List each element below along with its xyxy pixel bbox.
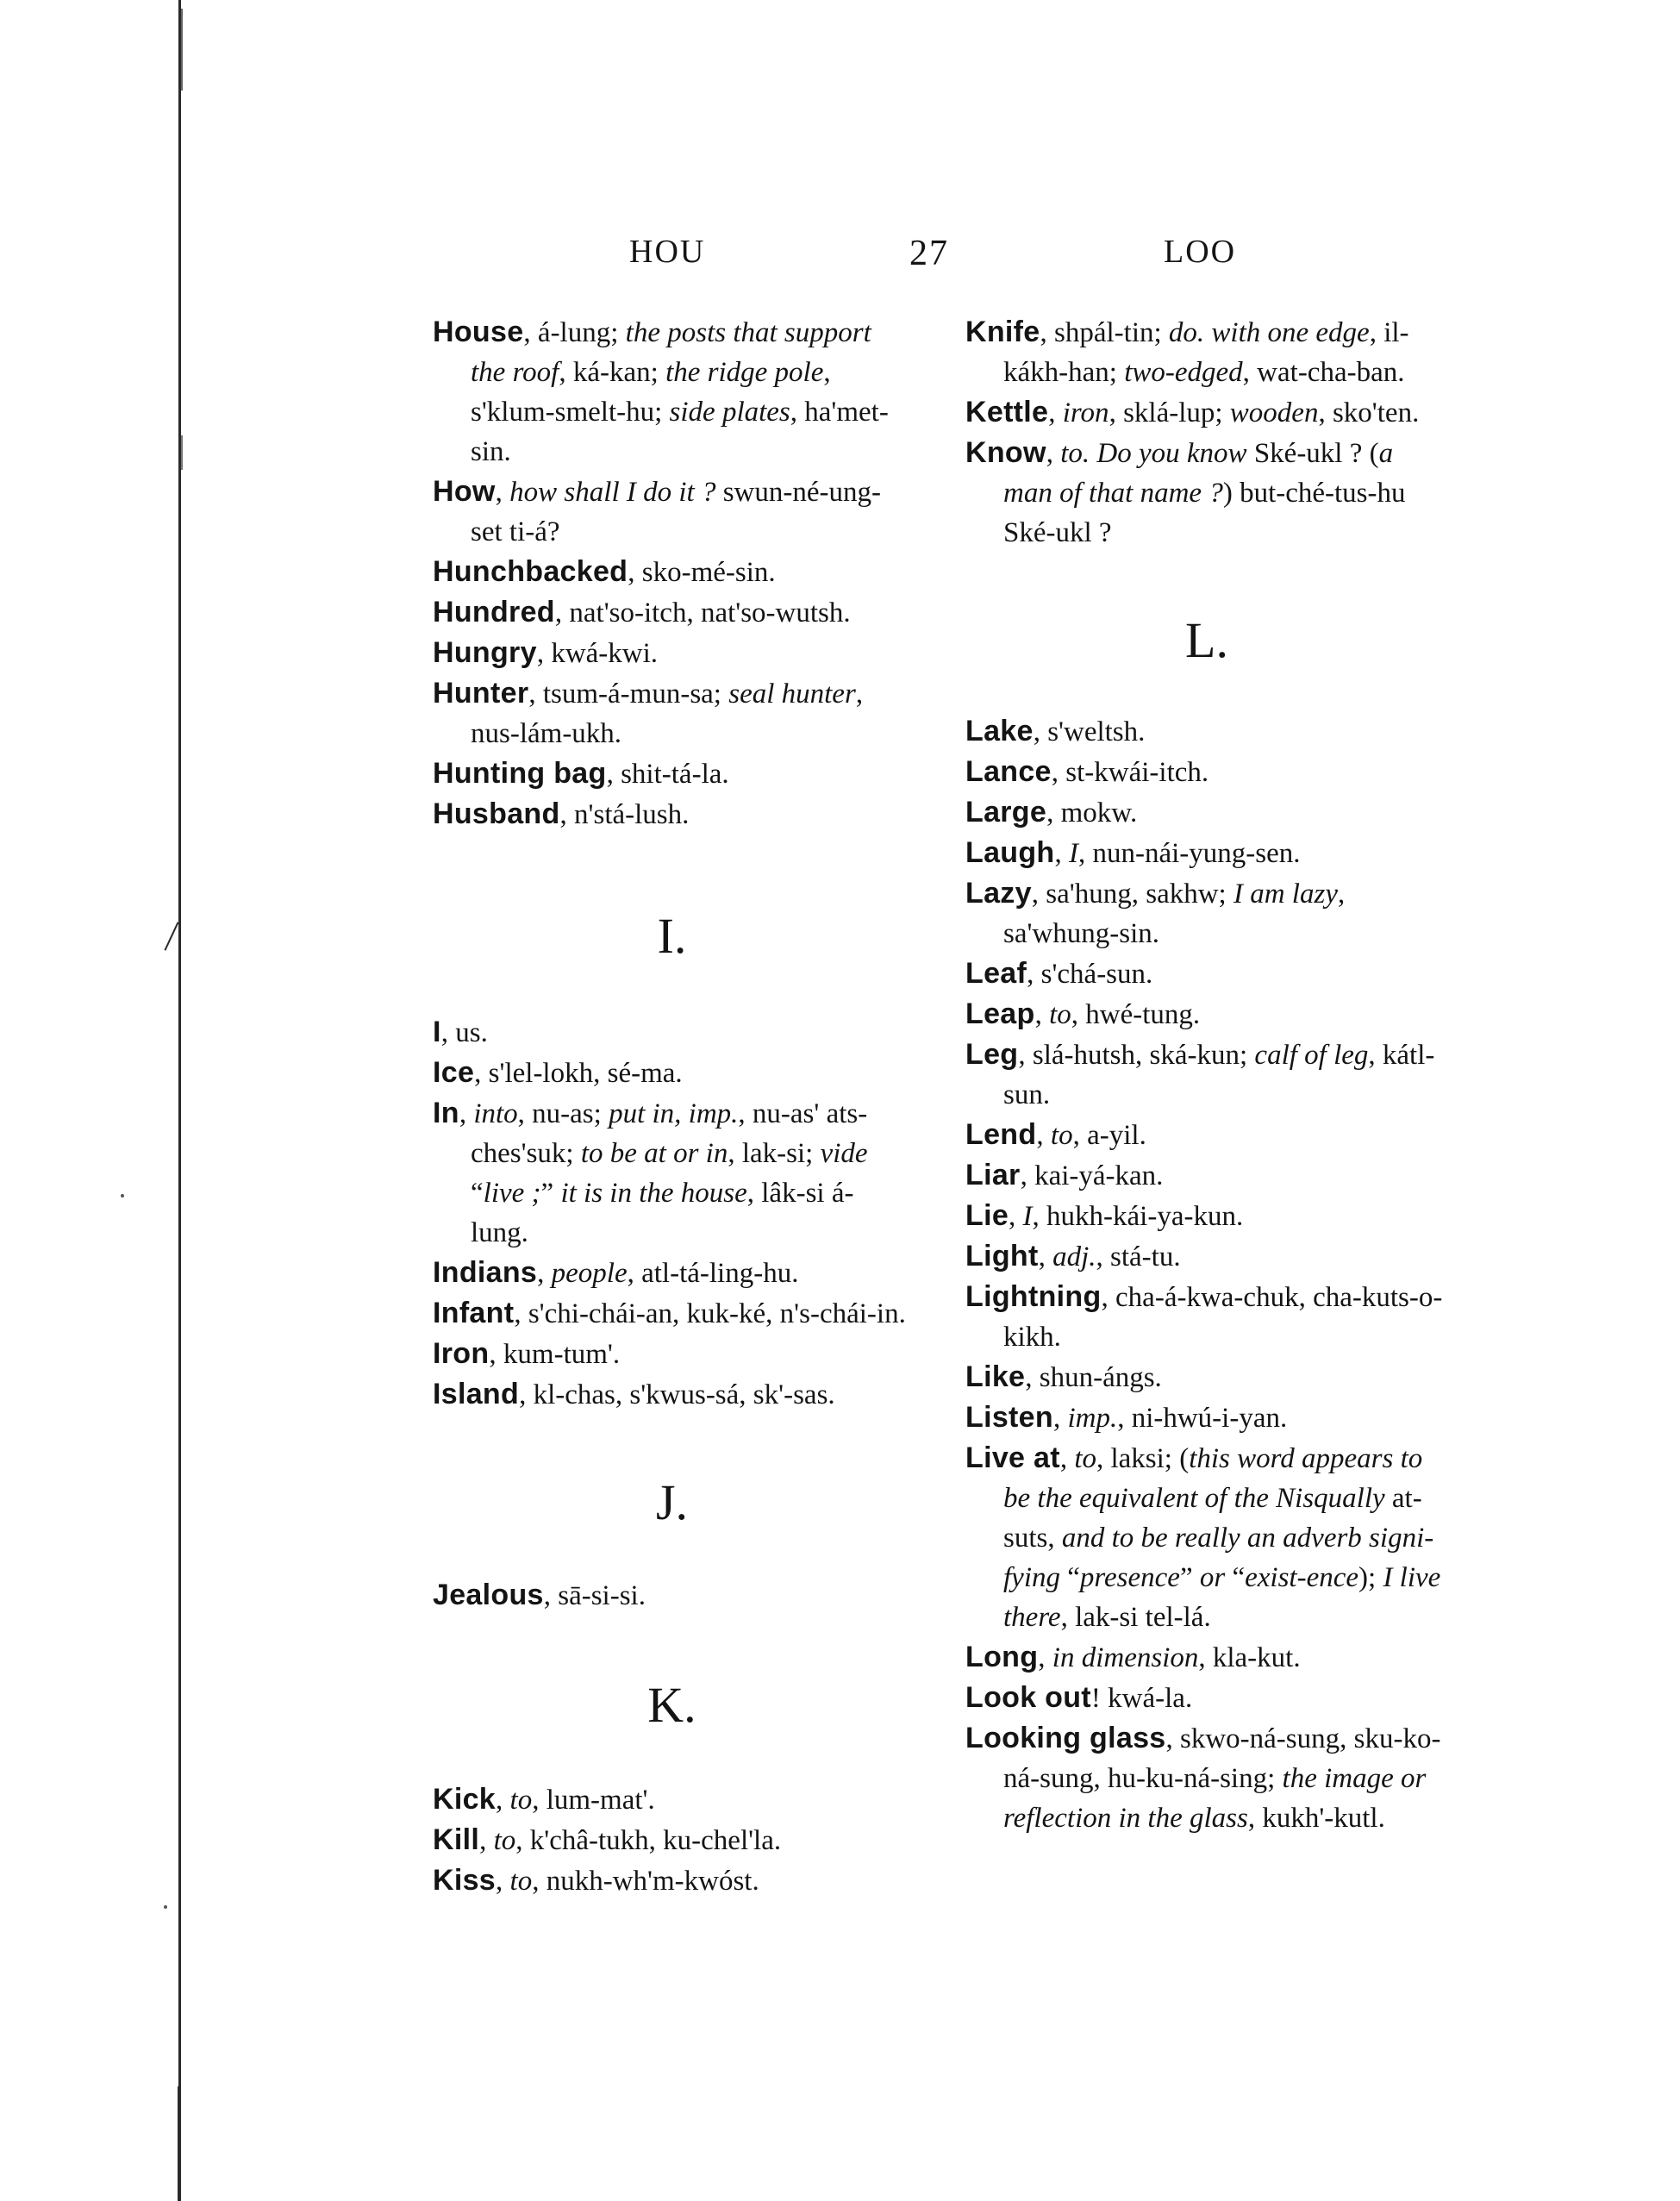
dictionary-entry (433, 1374, 911, 1415)
entry-text: at-suts, (1003, 1483, 1422, 1554)
page-number: 27 (909, 234, 949, 273)
entry-text: , shit-tá-la. (606, 759, 729, 790)
dictionary-entry (433, 1253, 911, 1293)
headword: Indians (433, 1256, 538, 1289)
dictionary-entry (965, 1115, 1448, 1155)
headword: Lake (965, 715, 1034, 747)
entry-text: , st-kwái-itch. (1051, 757, 1209, 788)
entry-text: , (459, 1098, 474, 1129)
dictionary-entry (965, 711, 1448, 752)
dictionary-entry (965, 994, 1448, 1035)
headword: Hunchbacked (433, 555, 628, 588)
entry-text: , (1034, 999, 1050, 1030)
entry-text: , nu-as; (517, 1098, 609, 1129)
english-gloss: to (493, 1825, 516, 1856)
headword: Lance (965, 755, 1052, 788)
dictionary-entry (433, 552, 911, 592)
english-gloss: in dimension (1052, 1642, 1199, 1673)
entry-text: , ni-hwú-i-yan. (1117, 1403, 1288, 1434)
entry-text: , (1046, 438, 1061, 469)
dictionary-entry (433, 673, 911, 753)
entry-text: , ká-kan; (559, 357, 666, 388)
english-gloss: iron (1062, 397, 1109, 428)
english-gloss: to be at or in (580, 1138, 728, 1169)
dictionary-entry (965, 1438, 1448, 1637)
dictionary-entry (433, 753, 911, 794)
english-gloss: to (1074, 1443, 1096, 1474)
entry-text: , sa'hung, sakhw; (1031, 879, 1233, 910)
headword: How (433, 475, 496, 508)
entry-text: , (496, 1866, 510, 1897)
entry-text: , sko'ten. (1318, 397, 1420, 428)
entry-text: ! kwá-la. (1090, 1683, 1193, 1714)
english-gloss: presence (1079, 1562, 1180, 1593)
entry-text: , lum-mat'. (532, 1785, 655, 1816)
entry-text: “ (1225, 1562, 1246, 1593)
entry-text: , lak-si tel-lá. (1060, 1602, 1211, 1633)
english-gloss: the ridge pole (665, 357, 824, 388)
binding-mark (164, 922, 178, 950)
english-gloss: two-edged (1124, 357, 1243, 388)
dictionary-entry (433, 794, 911, 835)
entry-text: , kátl-sun. (1003, 1040, 1435, 1110)
english-gloss: live ; (483, 1178, 541, 1209)
entry-text: , slá-hutsh, ská-kun; (1018, 1040, 1255, 1071)
english-gloss: I am lazy (1233, 879, 1338, 910)
dictionary-entry (965, 1155, 1448, 1196)
entry-text: , nun-nái-yung-sen. (1077, 838, 1301, 869)
entry-text: , kukh'-kutl. (1247, 1803, 1385, 1834)
english-gloss: to (1049, 999, 1071, 1030)
entry-text: , s'klum-smelt-hu; (471, 357, 831, 428)
dictionary-entry (965, 1236, 1448, 1277)
dictionary-entry (433, 1293, 911, 1334)
entry-text: , s'weltsh. (1033, 716, 1146, 747)
entry-text: , shun-ángs. (1025, 1362, 1162, 1393)
english-gloss: into (473, 1098, 518, 1129)
entry-text: , s'chá-sun. (1027, 959, 1153, 990)
dictionary-entry (965, 1398, 1448, 1438)
headword: Long (965, 1641, 1039, 1673)
headword: Leg (965, 1038, 1019, 1071)
dictionary-entry (433, 1575, 911, 1616)
section-letter-k: K. (647, 1677, 696, 1733)
dictionary-entry (965, 1718, 1448, 1838)
running-header (431, 233, 1250, 276)
english-gloss: vide (820, 1138, 868, 1169)
entry-text: , (1038, 1241, 1053, 1272)
entry-text: Ské-ukl ? ( (1246, 438, 1379, 469)
entry-text: , kai-yá-kan. (1020, 1160, 1164, 1191)
dictionary-entry (433, 472, 911, 552)
entry-text: , hwé-tung. (1071, 999, 1201, 1030)
dictionary-entry (433, 1093, 911, 1253)
dictionary-entry (433, 633, 911, 673)
entry-text: , (495, 477, 510, 508)
section-letter-i: I. (657, 908, 687, 964)
entry-text: swun-né-ung-set ti-á? (471, 477, 881, 547)
headword: Kiss (433, 1864, 497, 1897)
entry-text: , a-yil. (1072, 1120, 1146, 1151)
dictionary-entry (965, 792, 1448, 833)
entry-text: , stá-tu. (1096, 1241, 1181, 1272)
headword: Live at (965, 1441, 1060, 1474)
english-gloss: imp. (1067, 1403, 1118, 1434)
entry-text: , wat-cha-ban. (1242, 357, 1405, 388)
entry-text: , nukh-wh'm-kwóst. (532, 1866, 759, 1897)
headword: Large (965, 796, 1047, 829)
entry-text: ); (1358, 1562, 1383, 1593)
entry-text: , (537, 1258, 552, 1289)
headword: Lend (965, 1118, 1037, 1151)
headword: Leap (965, 997, 1035, 1030)
entry-text: , us. (440, 1017, 488, 1048)
dictionary-entry (965, 1196, 1448, 1236)
entry-text: , lâk-si á-lung. (471, 1178, 854, 1248)
entry-text: , laksi; ( (1096, 1443, 1190, 1474)
paper-speck (164, 1905, 167, 1909)
english-gloss: calf of leg (1254, 1040, 1369, 1071)
english-gloss: to (1050, 1120, 1073, 1151)
headword: Hungry (433, 636, 537, 669)
entry-text: , s'lel-lokh, sé-ma. (474, 1058, 683, 1089)
english-gloss: a man of that name ? (1003, 438, 1394, 509)
headword: Know (965, 436, 1046, 469)
english-gloss: I (1068, 838, 1078, 869)
entry-text: , il-kákh-han; (1003, 317, 1409, 388)
english-gloss: to. Do you know (1060, 438, 1247, 469)
headword: Infant (433, 1297, 515, 1329)
headword: Kick (433, 1783, 497, 1816)
dictionary-entry (965, 954, 1448, 994)
entry-text: , (1059, 1443, 1075, 1474)
entry-text: , (496, 1785, 510, 1816)
entry-text: , kla-kut. (1198, 1642, 1301, 1673)
headword: House (433, 316, 524, 348)
headword: Kettle (965, 396, 1049, 428)
entry-text: , shpál-tin; (1040, 317, 1169, 348)
headword: Iron (433, 1337, 490, 1370)
english-gloss: the posts that support the roof (471, 317, 871, 388)
headword: Like (965, 1360, 1026, 1393)
entry-text: , n'stá-lush. (559, 799, 690, 830)
headword: Kill (433, 1823, 480, 1856)
entry-text: , nu-as' ats-ches'suk; (471, 1098, 868, 1169)
entry-text: , cha-á-kwa-chuk, cha-kuts-o-kikh. (1003, 1282, 1443, 1353)
english-gloss: this word appears to be the equivalent of the Nisqually (1003, 1443, 1423, 1514)
entry-text: , hukh-kái-ya-kun. (1032, 1201, 1244, 1232)
headword: Island (433, 1378, 520, 1410)
binding-mark (181, 9, 183, 91)
headword: Liar (965, 1159, 1021, 1191)
section-letter-j: J. (655, 1474, 689, 1530)
dictionary-entry (433, 592, 911, 633)
entry-text: , s'chi-chái-an, kuk-ké, n's-chái-in. (514, 1298, 906, 1329)
headword: Hundred (433, 596, 555, 628)
entry-text: , (1009, 1201, 1023, 1232)
dictionary-entry (433, 1820, 911, 1860)
entry-text: , (1052, 1403, 1068, 1434)
english-gloss: how shall I do it ? (509, 477, 716, 508)
right-column (965, 312, 1448, 1838)
dictionary-entry (965, 312, 1448, 392)
binding-mark (181, 435, 183, 470)
entry-text: , atl-tá-ling-hu. (627, 1258, 799, 1289)
dictionary-entry (965, 392, 1448, 433)
binding-mark (178, 2086, 181, 2201)
entry-text: , (1048, 397, 1063, 428)
entry-text: , (479, 1825, 494, 1856)
section-letter-l: L. (1185, 612, 1228, 668)
english-gloss: side plates (669, 397, 790, 428)
english-gloss: it is in the house (560, 1178, 747, 1209)
headword: Leaf (965, 957, 1027, 990)
entry-text: , á-lung; (523, 317, 626, 348)
english-gloss: people (551, 1258, 628, 1289)
dictionary-entry (965, 752, 1448, 792)
headword: Look out (965, 1681, 1091, 1714)
headword: I (433, 1016, 441, 1048)
english-gloss: seal hunter (728, 678, 856, 710)
entry-text: , nus-lám-ukh. (471, 678, 864, 749)
headword: Knife (965, 316, 1040, 348)
dictionary-entry (433, 1334, 911, 1374)
entry-text: , lak-si; (728, 1138, 821, 1169)
headword: Husband (433, 797, 560, 830)
dictionary-entry (965, 873, 1448, 954)
english-gloss: do. with one edge (1168, 317, 1370, 348)
english-gloss: wooden (1229, 397, 1319, 428)
headword: Hunter (433, 677, 529, 710)
english-gloss: put in, imp. (609, 1098, 739, 1129)
entry-text: , kum-tum'. (489, 1339, 621, 1370)
dictionary-entry (965, 1035, 1448, 1115)
dictionary-entry (965, 1637, 1448, 1678)
english-gloss: the image or reflection in the glass (1003, 1763, 1427, 1834)
headword: Ice (433, 1056, 475, 1089)
entry-text: ) but-ché-tus-hu Ské-ukl ? (1003, 478, 1406, 548)
english-gloss: exist-ence (1245, 1562, 1359, 1593)
dictionary-entry (433, 1012, 911, 1053)
entry-text: , nat'so-itch, nat'so-wutsh. (554, 597, 851, 628)
headword: Lazy (965, 877, 1032, 910)
headword: In (433, 1097, 459, 1129)
left-column (433, 312, 911, 1901)
english-gloss: I (1022, 1201, 1033, 1232)
entry-text: , kwá-kwi. (536, 638, 659, 669)
binding-edge-line (178, 0, 181, 2201)
headword: Laugh (965, 836, 1055, 869)
entry-text: ” (540, 1178, 561, 1209)
entry-text: , tsum-á-mun-sa; (528, 678, 729, 710)
entry-text: , sā-si-si. (543, 1580, 646, 1611)
binding-gutter (0, 0, 224, 2201)
entry-text: “ (1059, 1562, 1080, 1593)
entry-text: , ha'met-sin. (471, 397, 889, 467)
entry-text: ” (1179, 1562, 1200, 1593)
entry-text: , k'châ-tukh, ku-chel'la. (515, 1825, 782, 1856)
headword: Jealous (433, 1579, 544, 1611)
entry-text: , sklá-lup; (1109, 397, 1230, 428)
headword: Lie (965, 1199, 1009, 1232)
header-right-guideword: LOO (1164, 234, 1237, 270)
entry-text: , mokw. (1046, 797, 1138, 829)
english-gloss: to (509, 1866, 533, 1897)
entry-text: , sa'whung-sin. (1003, 879, 1346, 949)
entry-text: , sko-mé-sin. (628, 557, 776, 588)
headword: Looking glass (965, 1722, 1166, 1754)
headword: Lightning (965, 1280, 1102, 1313)
entry-text: , (1036, 1120, 1051, 1151)
dictionary-entry (965, 1357, 1448, 1398)
dictionary-entry (965, 1277, 1448, 1357)
dictionary-entry (965, 833, 1448, 873)
dictionary-entry (433, 1053, 911, 1093)
english-gloss: to (509, 1785, 533, 1816)
entry-text: , (1054, 838, 1069, 869)
headword: Light (965, 1240, 1039, 1272)
english-gloss: I live there (1003, 1562, 1441, 1633)
entry-text: “ (471, 1178, 484, 1209)
entry-text: , kl-chas, s'kwus-sá, sk'-sas. (519, 1379, 835, 1410)
dictionary-entry (965, 433, 1448, 553)
dictionary-entry (433, 312, 911, 472)
entry-text: , (1038, 1642, 1052, 1673)
header-left-guideword: HOU (629, 234, 706, 270)
headword: Hunting bag (433, 757, 607, 790)
headword: Listen (965, 1401, 1053, 1434)
english-gloss: or (1199, 1562, 1226, 1593)
dictionary-entry (433, 1779, 911, 1820)
paper-speck (121, 1194, 124, 1197)
dictionary-entry (965, 1678, 1448, 1718)
dictionary-entry (433, 1860, 911, 1901)
english-gloss: and to be really an adverb signi-fying (1003, 1523, 1434, 1593)
english-gloss: adj. (1052, 1241, 1096, 1272)
entry-text: , skwo-ná-sung, sku-ko-ná-sung, hu-ku-ná-sing; (1003, 1723, 1441, 1794)
